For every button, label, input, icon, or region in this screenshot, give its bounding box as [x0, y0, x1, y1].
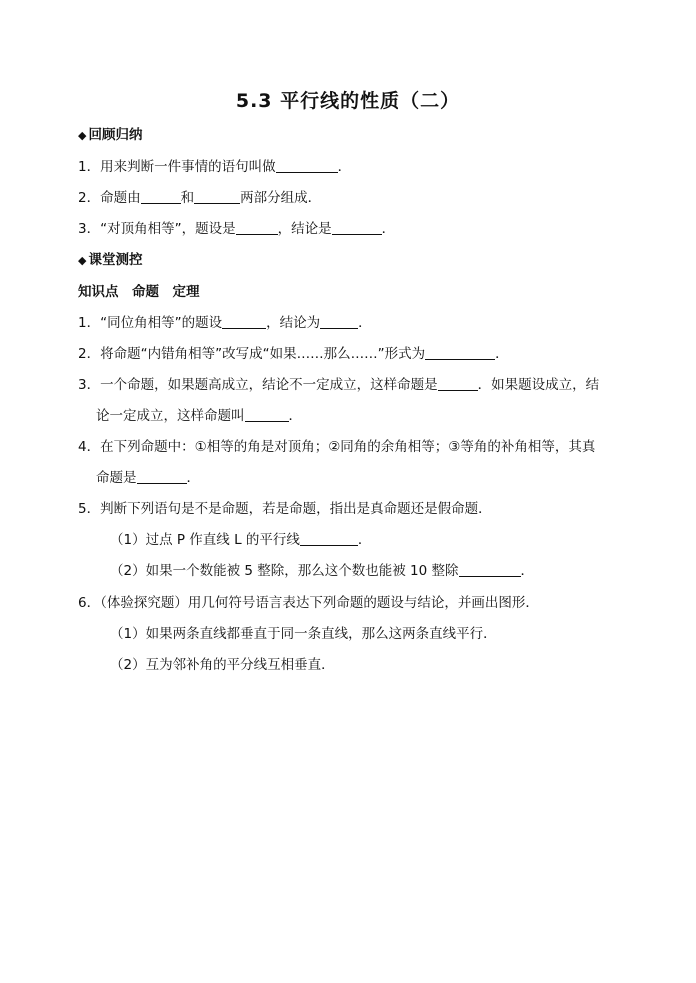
practice-question-4-line-2	[96, 468, 200, 488]
answer-blank[interactable]	[276, 158, 338, 173]
answer-blank[interactable]	[459, 562, 521, 577]
answer-blank[interactable]	[236, 220, 278, 235]
page-title: 5.3 平行线的性质（二）	[235, 90, 461, 112]
question-end: ．	[358, 315, 372, 331]
diamond-bullet-icon: ◆	[78, 129, 87, 142]
question-text: “对顶角相等”，题设是	[100, 221, 236, 237]
question-number: 1．	[78, 315, 101, 331]
question-text: “同位角相等”的题设	[100, 315, 223, 331]
question-text: （1）过点 P 作直线 L 的平行线	[110, 532, 300, 548]
question-number: 6．	[78, 595, 101, 611]
question-number: 2．	[78, 190, 101, 206]
question-end: ．	[288, 408, 302, 424]
heading-text: 课堂测控	[88, 252, 143, 268]
question-number: 3．	[78, 377, 101, 393]
question-end: ．	[357, 532, 372, 548]
practice-question-3-line-2	[96, 406, 302, 426]
answer-blank[interactable]	[425, 345, 495, 360]
practice-question-5	[78, 499, 492, 519]
answer-blank[interactable]	[245, 407, 289, 422]
section-heading-practice	[78, 250, 142, 271]
answer-blank[interactable]	[141, 189, 181, 204]
question-text: 两部分组成．	[240, 190, 322, 206]
knowledge-point-heading: 知识点 命题 定理	[78, 284, 200, 300]
question-number: 1．	[78, 159, 101, 175]
question-end: ．	[337, 159, 352, 175]
question-text: 和	[180, 190, 195, 206]
question-text: （体验探究题）用几何符号语言表达下列命题的题设与结论，并画出图形．	[100, 595, 539, 611]
question-text: 在下列命题中：①相等的角是对顶角；②同角的余角相等；③等角的补角相等，其真	[100, 439, 596, 455]
review-question-3	[78, 219, 395, 239]
answer-blank[interactable]	[300, 531, 358, 546]
practice-question-6	[78, 593, 539, 613]
practice-question-6-part-2: （2）互为邻补角的平分线互相垂直．	[110, 657, 335, 673]
practice-question-2	[78, 344, 509, 364]
question-end: ．	[186, 470, 200, 486]
practice-question-5-part-1	[110, 530, 371, 550]
answer-blank[interactable]	[137, 469, 187, 484]
practice-question-5-part-2	[110, 561, 534, 581]
answer-blank[interactable]	[332, 220, 382, 235]
question-number: 2．	[78, 346, 101, 362]
question-text: 判断下列语句是不是命题，若是命题，指出是真命题还是假命题．	[100, 501, 492, 517]
answer-blank[interactable]	[320, 314, 358, 329]
question-number: 3．	[78, 221, 101, 237]
review-question-2	[78, 188, 321, 208]
question-text: 论一定成立，这样命题叫	[96, 408, 245, 424]
practice-question-6-part-1: （1）如果两条直线都垂直于同一条直线，那么这两条直线平行．	[110, 626, 497, 642]
section-heading-review	[78, 125, 142, 146]
answer-blank[interactable]	[438, 376, 478, 391]
question-number: 5．	[78, 501, 101, 517]
question-end: ．	[381, 221, 396, 237]
practice-question-1	[78, 313, 372, 333]
question-text: ．如果题设成立，结	[477, 377, 600, 393]
question-text: 命题是	[96, 470, 137, 486]
practice-question-4-line-1	[78, 437, 595, 457]
diamond-bullet-icon: ◆	[78, 254, 87, 267]
answer-blank[interactable]	[194, 189, 240, 204]
question-text: 用来判断一件事情的语句叫做	[100, 159, 276, 175]
question-end: ．	[520, 563, 535, 579]
question-text: 命题由	[100, 190, 141, 206]
question-text: 一个命题，如果题高成立，结论不一定成立，这样命题是	[100, 377, 438, 393]
question-number: 4．	[78, 439, 101, 455]
heading-text: 回顾归纳	[88, 127, 143, 143]
question-text: （2）如果一个数能被 5 整除，那么这个数也能被 10 整除	[110, 563, 459, 579]
question-text: ，结论为	[266, 315, 321, 331]
question-text: 将命题“内错角相等”改写成“如果……那么……”形式为	[100, 346, 426, 362]
review-question-1	[78, 157, 351, 177]
question-end: ．	[495, 346, 509, 362]
question-text: ，结论是	[277, 221, 332, 237]
answer-blank[interactable]	[222, 314, 266, 329]
practice-question-3-line-1	[78, 375, 599, 395]
